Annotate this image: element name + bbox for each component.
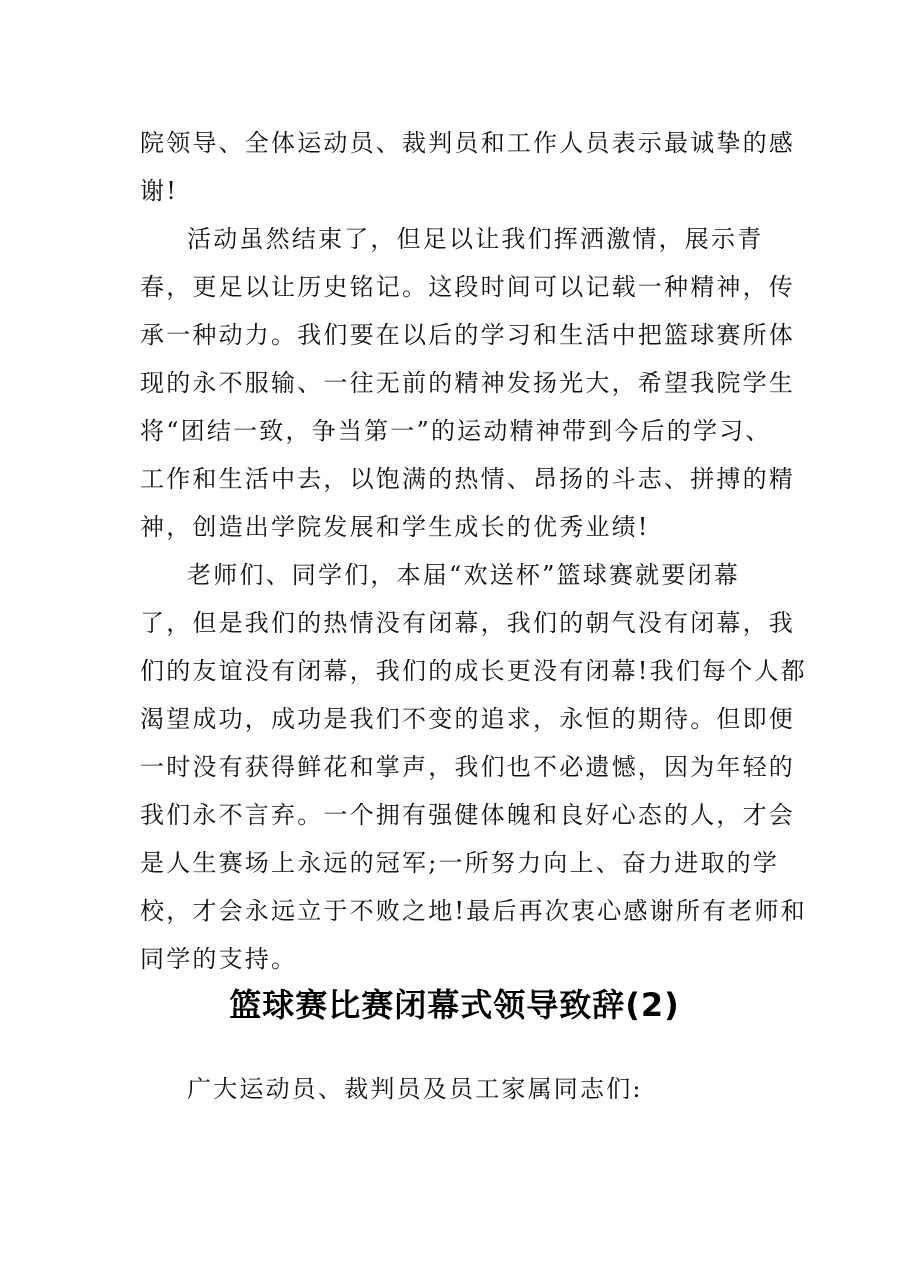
paragraph-3-line-3: 们的友谊没有闭幕，我们的成长更没有闭幕!我们每个人都 [140,657,807,685]
paragraph-3-line-2: 了，但是我们的热情没有闭幕，我们的朝气没有闭幕，我 [140,609,795,637]
paragraph-1-line-1: 院领导、全体运动员、裁判员和工作人员表示最诚挚的感 [140,129,795,157]
paragraph-2-line-6: 工作和生活中去，以饱满的热情、昂扬的斗志、拼搏的精 [140,465,795,493]
paragraph-3-line-8: 校，才会永远立于不败之地!最后再次衷心感谢所有老师和 [140,897,807,925]
paragraph-2-line-5: 将“团结一致，争当第一”的运动精神带到今后的学习、 [140,417,772,445]
paragraph-3-line-5: 一时没有获得鲜花和掌声，我们也不必遗憾，因为年轻的 [140,753,795,781]
paragraph-1-line-2: 谢! [140,177,179,205]
salutation: 广大运动员、裁判员及员工家属同志们: [187,1075,643,1103]
paragraph-3-line-4: 渴望成功，成功是我们不变的追求，永恒的期待。但即便 [140,705,795,733]
paragraph-2-line-4: 现的永不服输、一往无前的精神发扬光大，希望我院学生 [140,369,795,397]
paragraph-2-line-1: 活动虽然结束了，但足以让我们挥洒激情，展示青 [187,225,764,253]
paragraph-3-line-9: 同学的支持。 [140,945,298,973]
paragraph-2-line-3: 承一种动力。我们要在以后的学习和生活中把篮球赛所体 [140,321,795,349]
paragraph-2-line-2: 春，更足以让历史铭记。这段时间可以记载一种精神，传 [140,273,795,301]
paragraph-2-line-7: 神，创造出学院发展和学生成长的优秀业绩! [140,513,650,541]
paragraph-3-line-6: 我们永不言弃。一个拥有强健体魄和良好心态的人，才会 [140,801,795,829]
paragraph-3-line-1: 老师们、同学们，本届“欢送杯”篮球赛就要闭幕 [187,561,740,589]
section-title: 篮球赛比赛闭幕式领导致辞(2) [229,986,680,1024]
paragraph-3-line-7: 是人生赛场上永远的冠军;一所努力向上、奋力进取的学 [140,849,780,877]
